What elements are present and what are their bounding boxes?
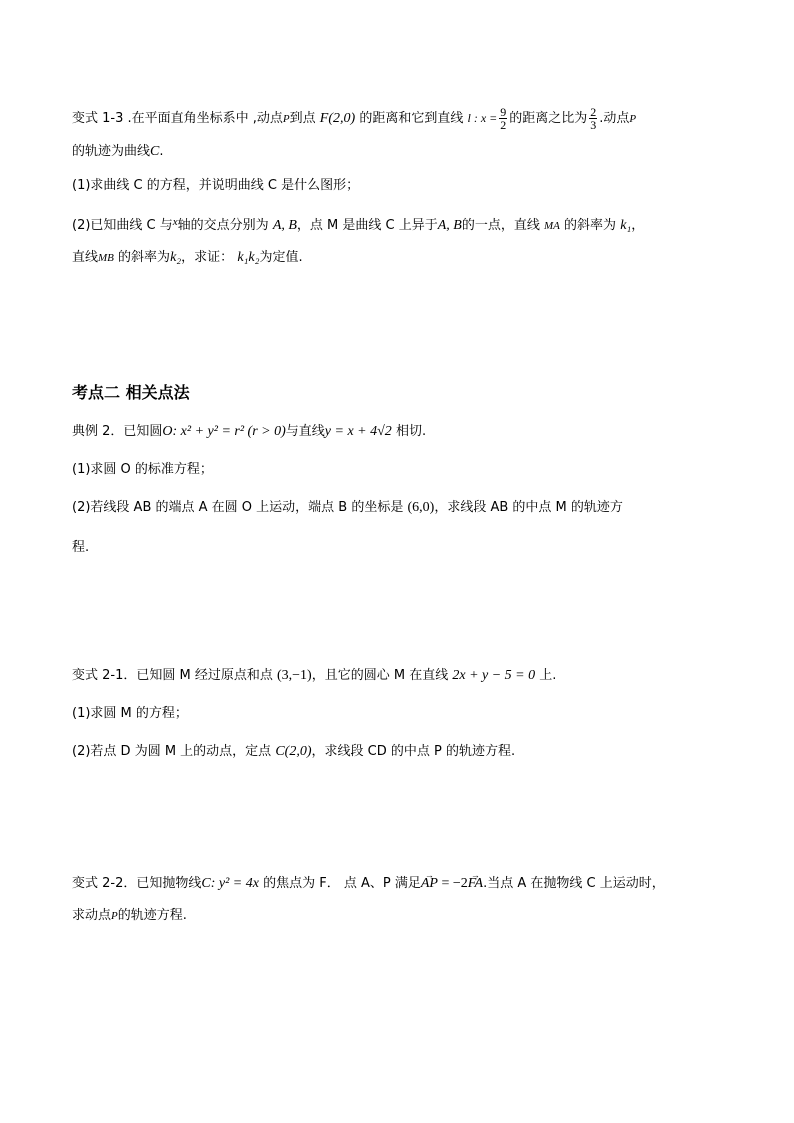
text: 直线	[72, 250, 99, 265]
math-MB: MB	[98, 252, 114, 264]
math-parabola-eq: C: y² = 4x	[201, 876, 259, 891]
math-line-l: l : x =	[467, 111, 498, 125]
variant-2-1-q1: (1)求圆 M 的方程；	[72, 706, 188, 721]
text: 相切.	[395, 424, 427, 439]
text: 的斜率为	[118, 250, 171, 265]
math-AB: A, B	[272, 218, 297, 233]
variant-2-2-line-1	[72, 874, 754, 894]
example-2-line-1	[72, 422, 754, 442]
text: (2)若线段 AB 的端点 A 在圆 O 上运动，端点 B 的坐标是	[72, 500, 404, 515]
text: 变式 1-3 .在平面直角坐标系中 ,动点	[72, 111, 283, 126]
text: 变式 2-2．已知抛物线	[72, 876, 202, 891]
math-AB: A, B	[437, 218, 462, 233]
text: 的轨迹为曲线	[72, 144, 151, 159]
math-vector-FA: → FA	[468, 874, 483, 894]
variant-1-3-q2-line-1	[72, 212, 754, 236]
text: .动点	[599, 111, 630, 126]
text: .当点 A 在抛物线 C 上运动时，	[483, 876, 665, 891]
example-2-q1: (1)求圆 O 的标准方程；	[72, 462, 213, 477]
variant-2-1-q2	[72, 742, 754, 762]
math-vector-AP: → AP	[421, 874, 438, 894]
variant-2-2-line-2	[72, 906, 754, 926]
math-eq: = −2	[437, 876, 468, 891]
text: .	[159, 144, 164, 159]
text: 为定值.	[259, 250, 303, 265]
text: 的斜率为	[564, 218, 617, 233]
text: 上.	[539, 668, 557, 683]
math-C: C	[150, 144, 160, 159]
example-2-q2-line-1	[72, 498, 754, 518]
text: ，点 M 是曲线 C 上异于	[296, 218, 438, 233]
math-x: x	[172, 216, 178, 228]
text: 轴的交点分别为	[177, 218, 269, 233]
math-MA: MA	[544, 220, 560, 232]
numerator: 2	[590, 105, 597, 119]
math-P: P	[282, 113, 290, 125]
text: (2)已知曲线 C 与	[72, 218, 173, 233]
math-circle-eq: O: x² + y² = r² (r > 0)	[162, 424, 286, 439]
text: 的距离之比为	[509, 111, 588, 126]
section-heading: 考点二 相关点法	[72, 383, 190, 402]
variant-2-1-line-1	[72, 666, 754, 686]
text: ，求线段 AB 的中点 M 的轨迹方	[434, 500, 623, 515]
math-point-C: C(2,0)	[275, 744, 312, 759]
text: 变式 2-1．已知圆 M 经过原点和点	[72, 668, 273, 683]
math-point: (6,0)	[407, 500, 435, 515]
denominator: 2	[500, 118, 507, 132]
math-P: P	[111, 910, 118, 922]
math-k1k2: k₁k₂	[237, 250, 260, 265]
text: ，求线段 CD 的中点 P 的轨迹方程.	[311, 744, 516, 759]
text: ，且它的圆心 M 在直线	[311, 668, 449, 683]
variant-1-3-q2-line-2	[72, 248, 754, 268]
text: 到点	[289, 111, 316, 126]
text: ，求证：	[181, 250, 234, 265]
text: ，	[631, 218, 645, 233]
math-k1: k₁	[620, 218, 632, 233]
text: 求动点	[72, 908, 112, 923]
example-2-q2-line-2: 程.	[72, 540, 90, 555]
math-point: (3,−1)	[277, 668, 312, 683]
text: 与直线	[285, 424, 325, 439]
text: 的焦点为 F． 点 A、P 满足	[263, 876, 421, 891]
math-F: F(2,0)	[319, 111, 356, 126]
variant-1-3-line-1	[72, 106, 754, 131]
text: (2)若点 D 为圆 M 上的动点，定点	[72, 744, 272, 759]
numerator: 9	[500, 105, 507, 119]
text: 的一点，直线	[461, 218, 540, 233]
math-line-eq: 2x + y − 5 = 0	[452, 668, 536, 683]
text: 的轨迹方程.	[117, 908, 187, 923]
variant-1-3-q1: (1)求曲线 C 的方程，并说明曲线 C 是什么图形；	[72, 178, 360, 193]
denominator: 3	[590, 118, 597, 132]
fraction-9-2	[499, 106, 507, 131]
math-line-eq: y = x + 4√2	[324, 424, 392, 439]
math-k2: k₂	[170, 250, 182, 265]
variant-1-3-line-2	[72, 142, 754, 162]
text: 典例 2．已知圆	[72, 424, 163, 439]
text: 的距离和它到直线	[359, 111, 464, 126]
fraction-2-3	[589, 106, 597, 131]
math-P: P	[629, 113, 637, 125]
